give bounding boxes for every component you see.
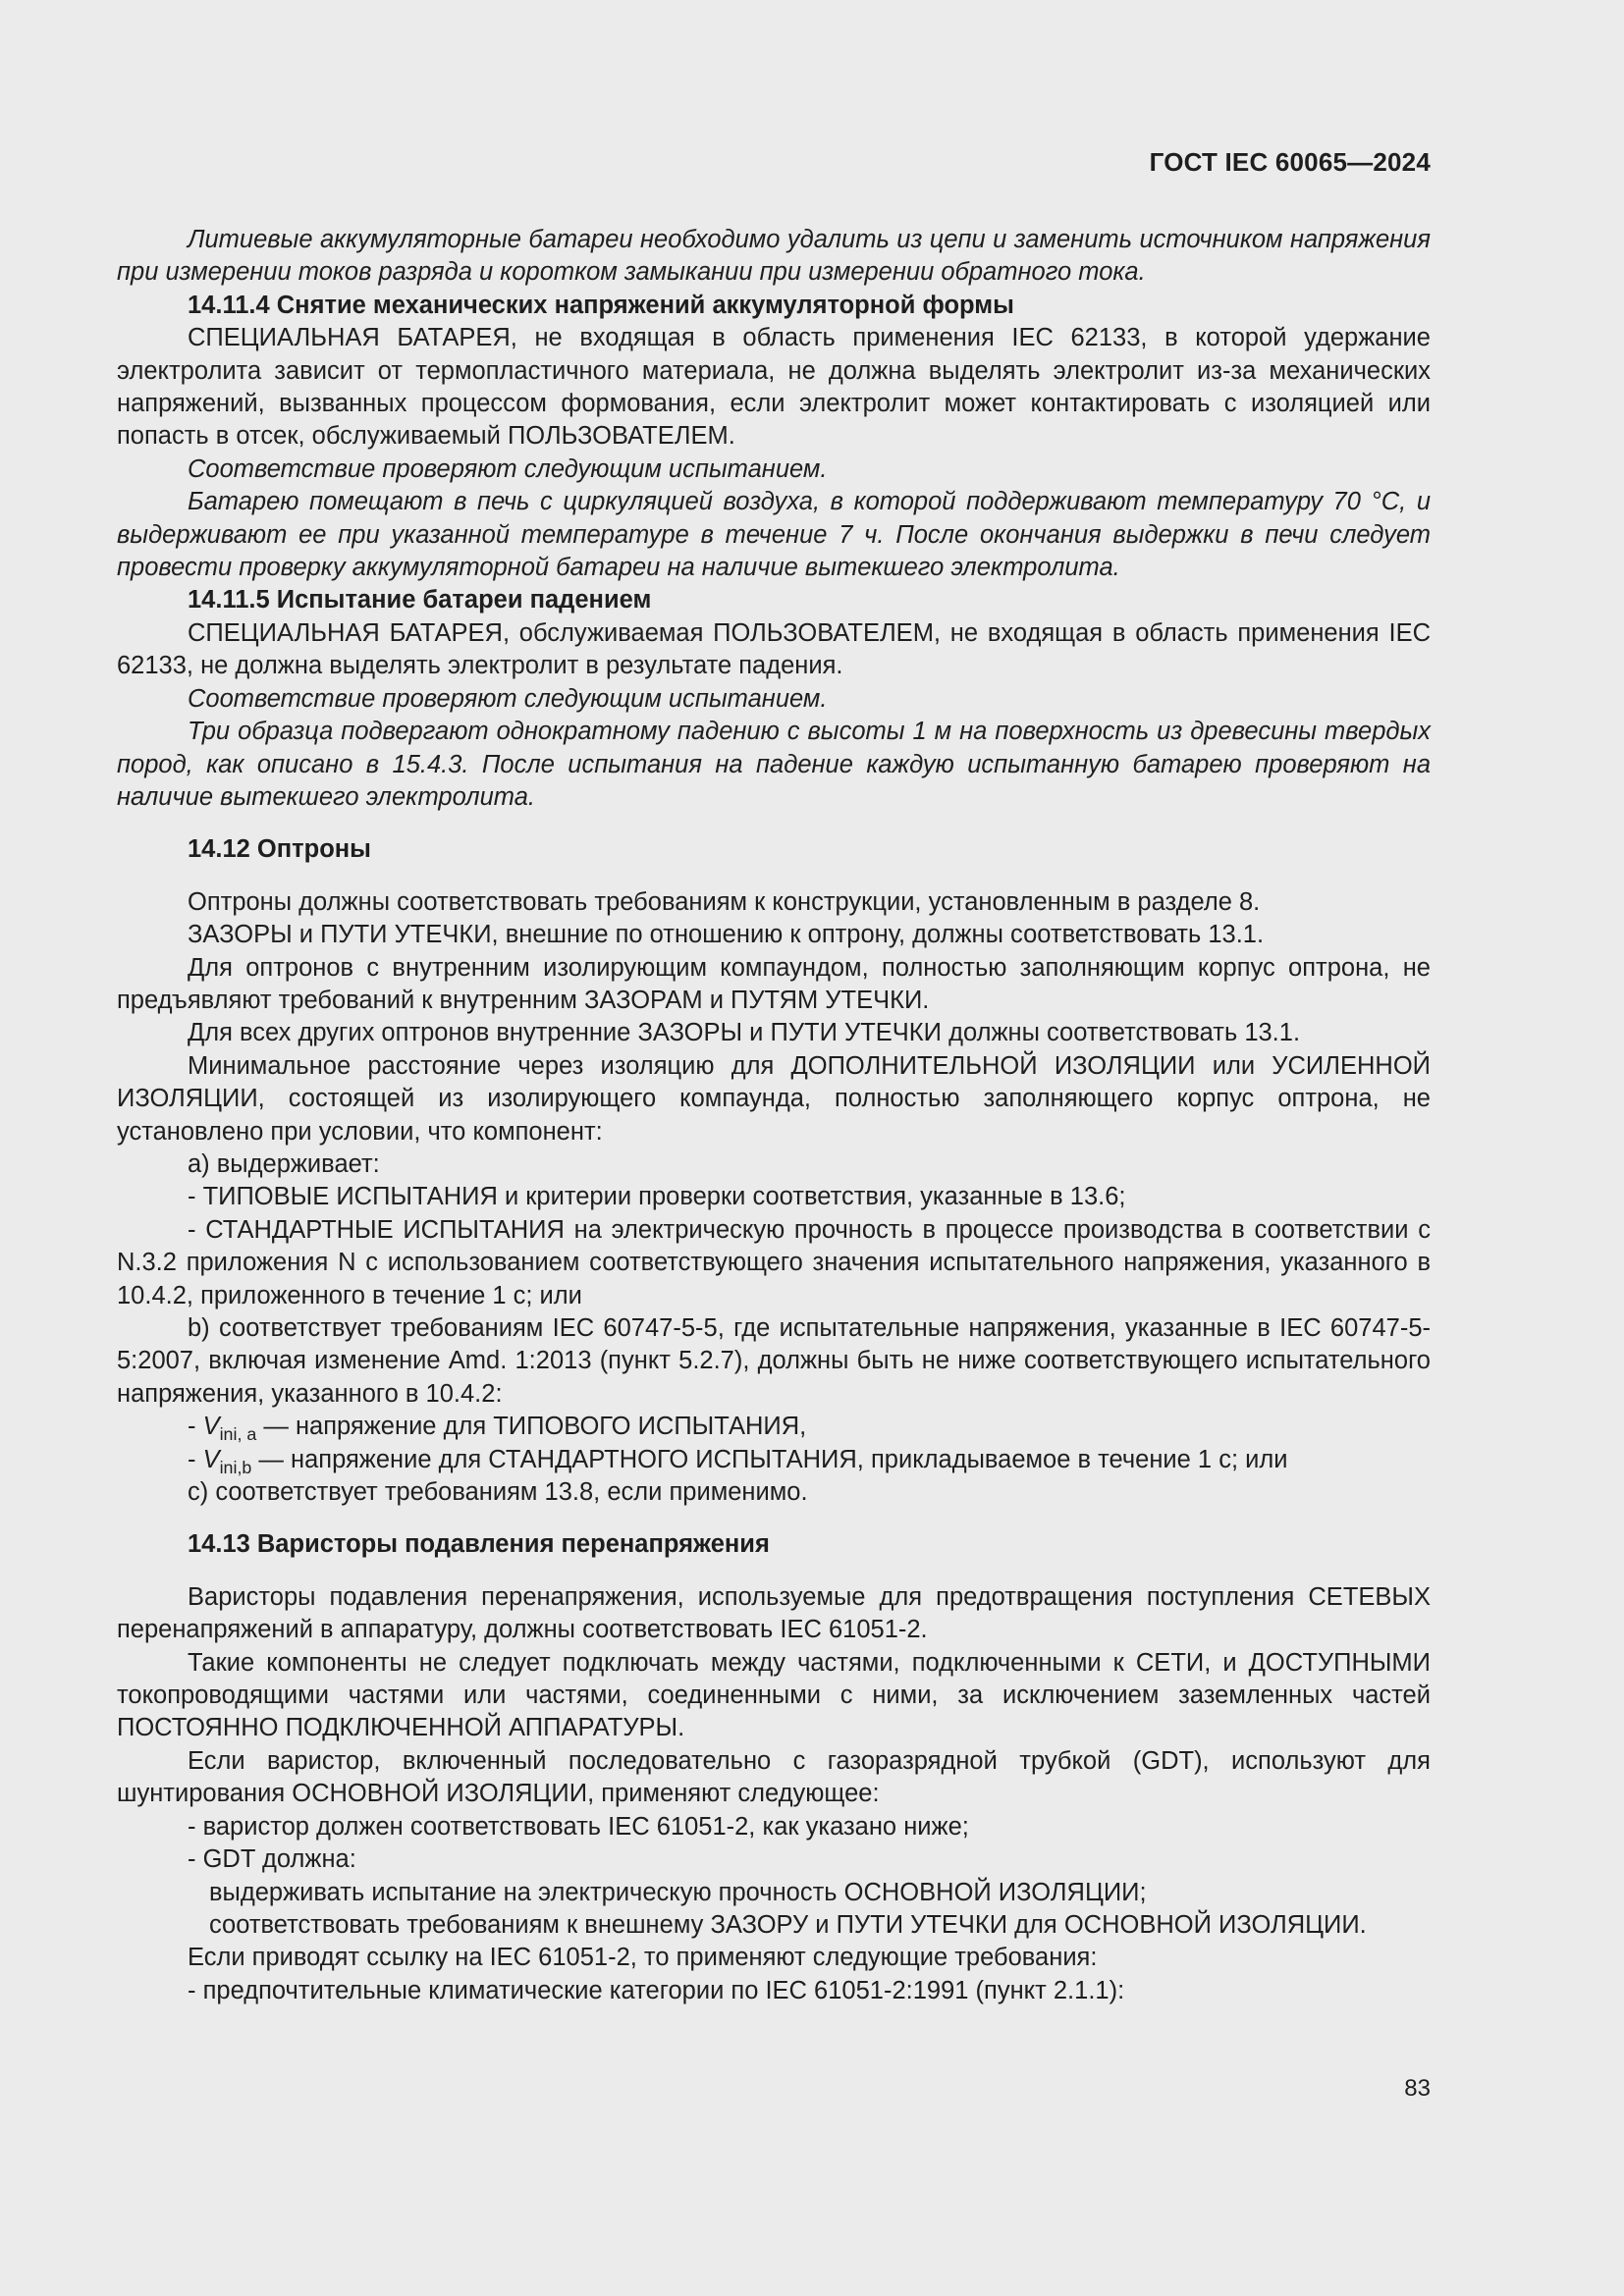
section-heading-14-11-5: 14.11.5 Испытание батареи падением	[188, 586, 652, 614]
voltage-subscript: ini,b	[219, 1457, 252, 1477]
list-item-text: — напряжение для ТИПОВОГО ИСПЫТАНИЯ,	[256, 1413, 807, 1441]
list-item: - предпочтительные климатические категории по IEC 61051-2:1991 (пункт 2.1.1):	[188, 1976, 1125, 2004]
paragraph: Три образца подвергают однократному падению с высоты 1 м на поверхность из древесины твердых пород, как описано в 15.4.3. После испытания на падение каждую испытанную батарею проверяют на наличие вытекшего электролита.	[117, 718, 1431, 811]
list-item-text: — напряжение для СТАНДАРТНОГО ИСПЫТАНИЯ, прикладываемое в течение 1 с; или	[251, 1445, 1288, 1473]
voltage-subscript: ini, a	[219, 1424, 257, 1445]
paragraph: Оптроны должны соответствовать требованиям к конструкции, установленным в разделе 8.	[188, 887, 1261, 916]
paragraph: СПЕЦИАЛЬНАЯ БАТАРЕЯ, не входящая в область применения IEC 62133, в которой удержание электролита зависит от термопластичного материала, не должна выделять электролит из-за механических напряжений, вызванных процессом формования, если электролит может контактировать с изоляцией или попасть в отсек, обслуживаемый ПОЛЬЗОВАТЕЛЕМ.	[117, 324, 1431, 451]
paragraph: Литиевые аккумуляторные батареи необходимо удалить из цепи и заменить источником напряжения при измерении токов разряда и коротком замыкании при измерении обратного тока.	[117, 226, 1431, 287]
paragraph: Соответствие проверяют следующим испытанием.	[188, 454, 828, 483]
list-item: с) соответствует требованиям 13.8, если применимо.	[188, 1478, 808, 1507]
paragraph: Варисторы подавления перенапряжения, используемые для предотвращения поступления СЕТЕВЫХ перенапряжений в аппаратуру, должны соответствовать IEC 61051-2.	[117, 1582, 1431, 1644]
section-heading-14-12: 14.12 Оптроны	[188, 835, 371, 864]
list-item	[117, 1444, 1431, 1476]
list-item: - GDT должна:	[188, 1845, 356, 1874]
paragraph: Минимальное расстояние через изоляцию для ДОПОЛНИТЕЛЬНОЙ ИЗОЛЯЦИИ или УСИЛЕННОЙ ИЗОЛЯЦИИ, состоящей из изолирующего компаунда, полностью заполняющего корпус оптрона, не установлено при условии, что компонент:	[117, 1051, 1431, 1146]
paragraph: ЗАЗОРЫ и ПУТИ УТЕЧКИ, внешние по отношению к оптрону, должны соответствовать 13.1.	[188, 921, 1265, 949]
section-heading-14-13: 14.13 Варисторы подавления перенапряжения	[188, 1530, 770, 1559]
paragraph: Соответствие проверяют следующим испытанием.	[188, 684, 828, 713]
list-subitem: выдерживать испытание на электрическую прочность ОСНОВНОЙ ИЗОЛЯЦИИ;	[209, 1878, 1147, 1906]
document-code-header: ГОСТ IEC 60065—2024	[1149, 147, 1431, 177]
paragraph: Для всех других оптронов внутренние ЗАЗОРЫ и ПУТИ УТЕЧКИ должны соответствовать 13.1.	[188, 1019, 1301, 1047]
list-subitem: соответствовать требованиям к внешнему ЗАЗОРУ и ПУТИ УТЕЧКИ для ОСНОВНОЙ ИЗОЛЯЦИИ.	[209, 1910, 1367, 1939]
section-heading-14-11-4: 14.11.4 Снятие механических напряжений аккумуляторной формы	[188, 291, 1014, 319]
voltage-symbol: V	[202, 1445, 220, 1473]
document-body	[117, 224, 1431, 2007]
paragraph: Если приводят ссылку на IEC 61051-2, то применяют следующие требования:	[188, 1944, 1098, 1972]
list-dash: -	[188, 1445, 203, 1473]
voltage-symbol: V	[202, 1413, 220, 1441]
page-number: 83	[1404, 2075, 1431, 2102]
paragraph: Батарею помещают в печь с циркуляцией воздуха, в которой поддерживают температуру 70 °С, и выдерживают ее при указанной температуре в течение 7 ч. После окончания выдержки в печи следует провести проверку аккумуляторной батареи на наличие вытекшего электролита.	[117, 488, 1431, 582]
list-item: а) выдерживает:	[188, 1149, 380, 1178]
paragraph: Для оптронов с внутренним изолирующим компаундом, полностью заполняющим корпус оптрона, не предъявляют требований к внутренним ЗАЗОРАМ и ПУТЯМ УТЕЧКИ.	[117, 953, 1431, 1014]
list-dash: -	[188, 1413, 203, 1441]
list-item	[117, 1411, 1431, 1443]
paragraph: СПЕЦИАЛЬНАЯ БАТАРЕЯ, обслуживаемая ПОЛЬЗОВАТЕЛЕМ, не входящая в область применения IEC 62133, не должна выделять электролит в результате падения.	[117, 618, 1431, 680]
list-item: - СТАНДАРТНЫЕ ИСПЫТАНИЯ на электрическую прочность в процессе производства в соответствии с N.3.2 приложения N с использованием соответствующего значения испытательного напряжения, указанного в 10.4.2, приложенного в течение 1 с; или	[117, 1215, 1431, 1309]
list-item: - ТИПОВЫЕ ИСПЫТАНИЯ и критерии проверки соответствия, указанные в 13.6;	[188, 1183, 1126, 1211]
list-item: - варистор должен соответствовать IEC 61051-2, как указано ниже;	[188, 1812, 969, 1841]
paragraph: Такие компоненты не следует подключать между частями, подключенными к СЕТИ, и ДОСТУПНЫМИ токопроводящими частями или частями, соединенными с ними, за исключением заземленных частей ПОСТОЯННО ПОДКЛЮЧЕННОЙ АППАРАТУРЫ.	[117, 1648, 1431, 1742]
list-item: b) соответствует требованиям IEC 60747-5-5, где испытательные напряжения, указанные в IEC 60747-5-5:2007, включая изменение Amd. 1:2013 (пункт 5.2.7), должны быть не ниже соответствующего испытательного напряжения, указанного в 10.4.2:	[117, 1314, 1431, 1408]
paragraph: Если варистор, включенный последовательно с газоразрядной трубкой (GDT), используют для шунтирования ОСНОВНОЙ ИЗОЛЯЦИИ, применяют следующее:	[117, 1746, 1431, 1808]
